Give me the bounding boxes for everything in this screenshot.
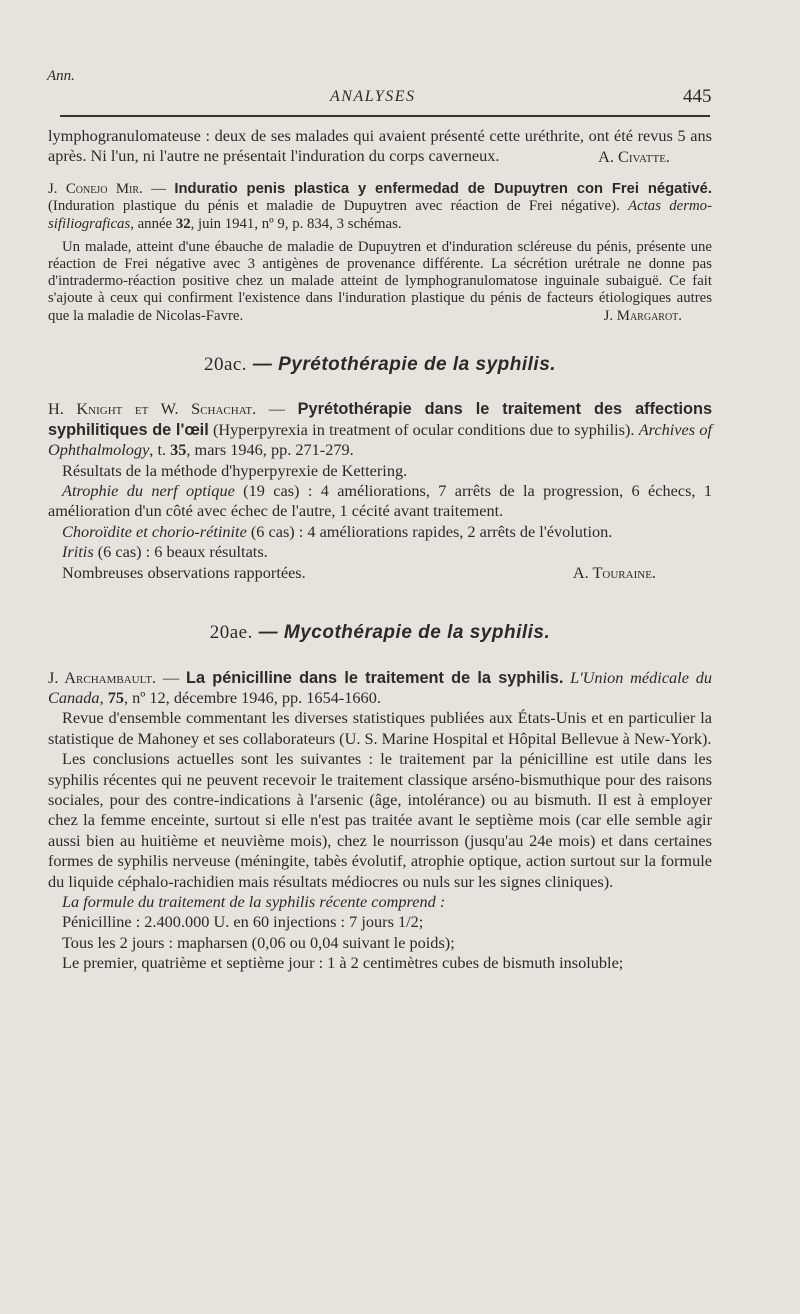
- page-number: 445: [683, 86, 712, 107]
- reference: J. Conejo Mir. — Induratio penis plastica y enfermedad de Dupuytren con Frei négativé. (Induration plastique du pénis et maladie de Dupuytren avec réaction de Frei négative). Actas dermo-sifiliograficas, année 32, juin 1941, nº 9, p. 834, 3 schémas.: [48, 181, 712, 232]
- paragraph: Tous les 2 jours : mapharsen (0,06 ou 0,04 suivant le poids);: [62, 932, 455, 952]
- article-title: Pyrétothérapie dans le traitement des affections syphilitiques de l'œil: [48, 400, 713, 439]
- article-title: Induratio penis plastica y enfermedad de Dupuytren con Frei négativé.: [174, 181, 712, 198]
- signature: A. Touraine.: [572, 562, 656, 582]
- paragraph: Atrophie du nerf optique (19 cas) : 4 améliorations, 7 arrêts de la progression, 6 échecs, 1 amélioration d'un côté avec échec de l'autre, 1 cécité avant traitement.: [48, 481, 712, 521]
- journal-name: L'Union médicale du Canada: [48, 667, 713, 707]
- reference: J. Archambault. — La pénicilline dans le traitement de la syphilis. L'Union médicale du Canada, 75, nº 12, décembre 1946, pp. 1654-1660.: [48, 667, 713, 707]
- author: J. Conejo Mir.: [48, 181, 143, 198]
- volume: 32: [175, 215, 191, 232]
- paragraph: Pénicilline : 2.400.000 U. en 60 injections : 7 jours 1/2;: [62, 912, 424, 932]
- paragraph: La formule du traitement de la syphilis récente comprend :: [62, 891, 446, 911]
- section-heading-pyretotherapie: 20ac. — Pyrétothérapie de la syphilis.: [203, 354, 557, 376]
- journal-name: Archives of Ophthalmology: [48, 419, 712, 460]
- entry-conejo-mir: [48, 181, 712, 325]
- entry-archambault: [48, 668, 712, 974]
- running-annotation: Ann.: [47, 68, 75, 84]
- section-number: 20ac.: [203, 354, 248, 376]
- signature: J. Margarot.: [603, 307, 682, 324]
- volume: 35: [170, 440, 187, 460]
- entry-civatte-tail: [48, 126, 712, 167]
- paragraph: Les conclusions actuelles sont les suivantes : le traitement par la pénicilline est utile dans les syphilis récentes qui ne peuvent recevoir le traitement classique arséno-bismuthique pour des raisons sociales, pour des contre-indications à l'arsenic (âge, intolérance) ou au bismuth. Il est à employer chez la femme enceinte, surtout si elle n'est pas traitée avant le septième mois (car elle semble agir aussi bien au huitième et neuvième mois), chez le nourrisson (jusqu'au 24e mois) et dans certaines formes de syphilis nerveuse (méningite, tabès évolutif, atrophie optique, action surtout sur la formule du liquide céphalo-rachidien mais résultats médiocres ou nuls sur les signes cliniques).: [48, 749, 712, 891]
- translation: (Induration plastique du pénis et maladie de Dupuytren avec réaction de Frei négative).: [48, 198, 629, 215]
- running-title: ANALYSES: [330, 88, 416, 105]
- paragraph: Résultats de la méthode d'hyperpyrexie de Kettering.: [62, 460, 408, 480]
- paragraph: Choroïdite et chorio-rétinite (6 cas) : 4 améliorations rapides, 2 arrêts de l'évolution.: [62, 521, 613, 541]
- paragraph: Nombreuses observations rapportées. A. Touraine.: [62, 562, 656, 582]
- translation: (Hyperpyrexia in treatment of ocular conditions due to syphilis).: [208, 419, 639, 439]
- paragraph: Iritis (6 cas) : 6 beaux résultats.: [62, 542, 268, 562]
- section-title: Pyrétothérapie de la syphilis.: [278, 354, 557, 376]
- article-title: La pénicilline dans le traitement de la syphilis.: [186, 668, 564, 687]
- journal-name: Actas dermo-sifiliograficas: [48, 198, 712, 232]
- abstract: Un malade, atteint d'une ébauche de maladie de Dupuytren et d'induration scléreuse du pénis, présente une réaction de Frei négative avec 3 antigènes de provenance différente. La sécrétion urétrale ne donne pas d'intradermo-réaction positive chez un malade atteint de lymphogranulomatose inguinale subaiguë. Ce fait s'ajoute à ceux qui confirment l'existence dans l'induration plastique du pénis de facteurs étiologiques autres que la maladie de Nicolas-Favre.: [48, 238, 712, 324]
- author: J. Archambault.: [48, 667, 157, 687]
- entry-knight-schachat: [48, 399, 712, 583]
- section-number: 20ae.: [209, 622, 253, 644]
- volume: 75: [107, 687, 124, 707]
- header-rule: [60, 115, 710, 117]
- signature: A. Civatte.: [598, 146, 670, 166]
- section-heading-mycotherapie: 20ae. — Mycothérapie de la syphilis.: [209, 622, 551, 644]
- page-content: [48, 126, 712, 974]
- paragraph: lymphogranulomateuse : deux de ses malades qui avaient présenté cette uréthrite, ont été revus 5 ans après. Ni l'un, ni l'autre ne présentait l'induration du corps caverneux.: [48, 126, 712, 166]
- paragraph: Le premier, quatrième et septième jour : 1 à 2 centimètres cubes de bismuth insoluble;: [62, 953, 624, 973]
- paragraph: Revue d'ensemble commentant les diverses statistiques publiées aux États-Unis et en particulier la statistique de Mahoney et ses collaborateurs (U. S. Marine Hospital et Hôpital Bellevue à New-York).: [48, 708, 712, 748]
- author: H. Knight et W. Schachat.: [48, 399, 257, 419]
- reference: H. Knight et W. Schachat. — Pyrétothérapie dans le traitement des affections syphilitiques de l'œil (Hyperpyrexia in treatment of ocular conditions due to syphilis). Archives of Ophthalmology, t. 35, mars 1946, pp. 271-279.: [48, 399, 713, 460]
- section-title: Mycothérapie de la syphilis.: [283, 622, 551, 644]
